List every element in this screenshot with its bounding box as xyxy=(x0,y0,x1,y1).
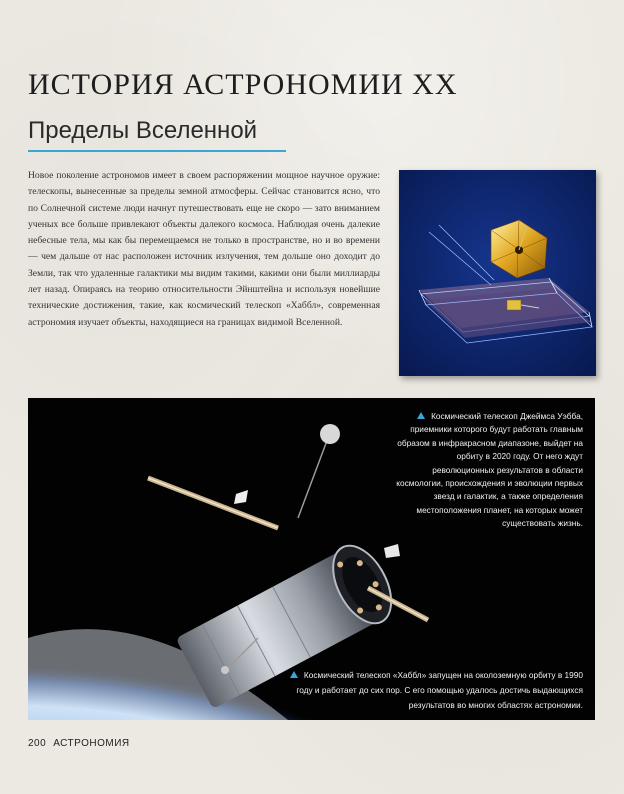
hubble-photo xyxy=(28,398,595,720)
jwst-photo xyxy=(399,170,596,376)
hubble-caption xyxy=(283,668,583,713)
footer-section: АСТРОНОМИЯ xyxy=(53,738,130,749)
section-title: Пределы Вселенной xyxy=(28,117,258,144)
title-underline xyxy=(28,150,286,152)
page-footer xyxy=(28,738,130,749)
jwst-caption-text: Космический телескоп Джеймса Уэбба, приемники которого будут работать главным образом в инфракрасном диапазоне, выйдет на орбиту в 2020 году. От него ждут революционных результатов в области космологии, происхождения и эволюции первых звезд и галактик, а также определения местоположения планет, на которых может существовать жизнь. xyxy=(396,411,583,529)
body-paragraph: Новое поколение астрономов имеет в своем распоряжении мощное научное оружие: телескопы, вынесенные за пределы земной атмосферы. Сейчас становится ясно, что по Солнечной системе люди начнут путешествовать еще не скоро — зато вниманием ученых все больше привлекают объекты далекого космоса. Наблюдая очень далекие небесные тела, мы как бы перемещаемся не только в пространстве, но и во времени — чем дальше от нас расположен источник излучения, тем дольше оно доходит до Земли, так что удаленные галактики мы видим такими, какими они были миллиарды лет назад. Опираясь на теорию относительности Эйнштейна и используя новейшие технические достижения, такие, как космический телескоп «Хаббл», современная астрономия изучает объекты, находящиеся на границах видимой Вселенной. xyxy=(28,170,380,328)
caption-triangle-icon xyxy=(290,671,298,678)
hubble-caption-text: Космический телескоп «Хаббл» запущен на околоземную орбиту в 1990 году и работает до сих пор. С его помощью удалось достичь выдающихся результатов во многих областях астрономии. xyxy=(296,670,583,710)
caption-triangle-icon xyxy=(417,412,425,419)
chapter-title: ИСТОРИЯ АСТРОНОМИИ XX xyxy=(28,68,458,101)
page-number: 200 xyxy=(28,738,47,749)
jwst-caption xyxy=(393,410,583,531)
